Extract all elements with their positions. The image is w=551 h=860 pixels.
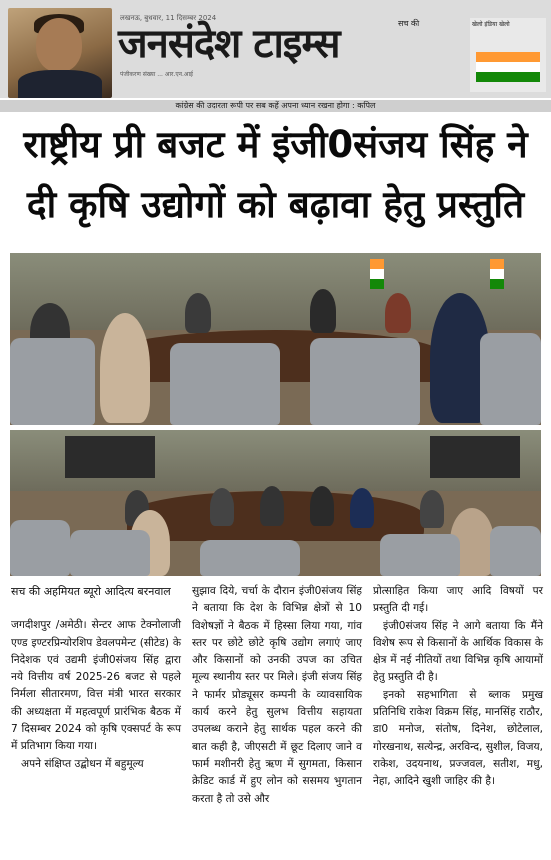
masthead-portrait	[8, 8, 112, 98]
masthead-registration-line: पंजीकरण संख्या ... आर.एन.आई	[120, 71, 193, 78]
article-paragraph: अपने संक्षिप्त उद्बोधन में बहुमूल्य	[21, 757, 144, 770]
headline-line-1: राष्ट्रीय प्री बजट में इंजी0संजय सिंह ने	[23, 123, 528, 166]
article-paragraph: सुझाव दिये, चर्चा के दौरान इंजी0संजय सिंह ने बताया कि देश के विभिन्न क्षेत्रों से 10 विशेषज्ञों ने बैठक में हिस्सा लिया गया, गांव स्तर पर छोटे छोटे कृषि उद्योग लगाएं जाए और किसानों को उनकी उपज का उचित मूल्य स्थानीय स्तर पर मिले। इंजी संजय सिंह ने फार्मर प्रोड्यूसर कम्पनी के व्यावसायिक कार्य करने हेतु सुलभ वित्तीय सहायता उपलब्ध कराने हेतु सार्थक पहल करने की बात कही है, जीएसटी में छूट दिलाए जाने व फार्म मशीनरी हेतु ऋण में सुगमता, किसान क्रेडिट कार्ड में हुए लोन को ससमय भुगतान करता है तो उसे और	[192, 585, 362, 805]
article-paragraph: इनको सहभागिता से ब्लाक प्रमुख प्रतिनिधि राकेश विक्रम सिंह, मानसिंह राठौर, डा0 मनोज, संतोष, दिनेश, छोटेलाल, गोरखनाथ, सत्येन्द्र, अरविन्द, सुशील, विजय, राकेश, उदयनाथ, प्रज्जवल, सतीश, मधु, नेहा, आदिने खुशी जाहिर की है।	[373, 688, 543, 788]
newspaper-title: जनसंदेश टाइम्स	[118, 20, 340, 67]
masthead-slogan: सच की	[398, 19, 420, 28]
article-column-2	[192, 583, 362, 808]
article-byline: सच की अहमियत ब्यूरो आदित्य बरनवाल	[11, 585, 171, 598]
flag-image	[476, 52, 540, 82]
article-paragraph: इंजी0संजय सिंह ने आगे बताया कि मैंने विशेष रूप से किसानों के आर्थिक विकास के क्षेत्र में नई नीतियों तथा विभिन्न कृषि आयामों हेतु प्रस्तुति दी है।	[373, 619, 543, 684]
meeting-photo-2	[10, 430, 541, 576]
masthead-tagline: कांग्रेस की उदारता रूपी पर सब कहें अपना ध्यान रखना होगा : कपिल	[0, 100, 551, 112]
headline-line-2: दी कृषि उद्योगों को बढ़ावा हेतु प्रस्तुति	[26, 183, 525, 226]
promo-text: खेलो इंडिया खेलो	[472, 21, 510, 28]
article-column-3	[373, 583, 543, 791]
masthead	[0, 0, 551, 98]
article-paragraph: जगदीशपुर /अमेठी। सेन्टर आफ टेक्नोलाजी एण्ड इण्टरप्रिन्योरशिप डेवलपमेन्ट (सीटेड) के निदेशक एवं उद्यमी इंजी0संजय सिंह द्वारा नये वित्तीय वर्ष 2025-26 बजट से पहले निर्मला सीतारमण, वित्त मंत्री भारत सरकार की अध्यक्षता में महत्वपूर्ण प्रारंभिक बैठक में 7 दिसम्बर 2024 को कृषि एक्सपर्ट के रूप में प्रतिभाग किया गया।	[11, 619, 181, 753]
article-paragraph: प्रोत्साहित किया जाए आदि विषयों पर प्रस्तुति दी गई।	[373, 585, 543, 615]
article-column-1	[11, 583, 181, 773]
article-headline	[10, 115, 541, 235]
masthead-promo-box	[470, 18, 546, 92]
meeting-photo-1	[10, 253, 541, 425]
masthead-date-line: लखनऊ, बुधवार, 11 दिसम्बर 2024	[120, 14, 217, 22]
